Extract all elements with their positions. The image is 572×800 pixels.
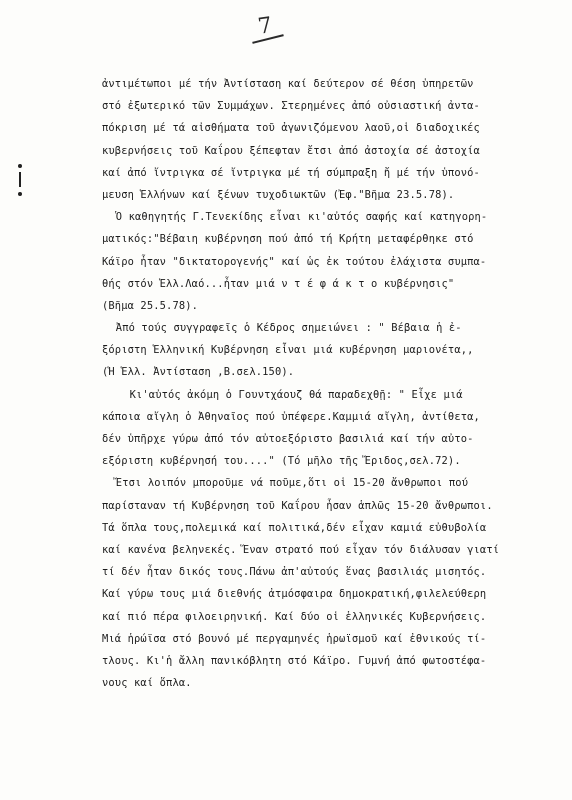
text-line: κάποια αἴγλη ὁ Ἀθηναῖος πού ὑπέφερε.Καμμιά αἴγλη, ἀντίθετα,	[102, 410, 480, 423]
text-line: δέν ὑπῆρχε γύρω ἀπό τόν αὐτοεξόριστο βασιλιά καί τήν αὐτο-	[102, 433, 474, 445]
text-line: Ὁ καθηγητής Γ.Τενεκίδης εἶναι κι'αὐτός σαφής καί κατηγορη-	[115, 211, 488, 224]
text-line: Μιά ἡρώϊσα στό βουνό μέ περγαμηνές ἡρωϊσμοῦ καί ἐθνικούς τί-	[102, 632, 487, 645]
text-line: Καί γύρω τους μιά διεθνής ἀτμόσφαιρα δημοκρατική,φιλελεύθερη	[102, 588, 487, 601]
text-line: τί δέν ἦταν δικός τους.Πάνω ἀπ'αὐτούς ἕνας βασιλιάς μισητός.	[102, 566, 487, 579]
text-line: (Ἡ Ἑλλ. Ἀντίσταση ,Β.σελ.150).	[102, 366, 295, 379]
text-line: Τά ὅπλα τους,πολεμικά καί πολιτικά,δέν εἶχαν καμιά εὐθυβολία	[102, 521, 487, 534]
document-text-body	[102, 73, 564, 694]
text-line: ἀντιμέτωποι μέ τήν Ἀντίσταση καί δεύτερον σέ θέση ὑπηρετῶν	[102, 78, 474, 90]
text-line: (Βῆμα 25.5.78).	[102, 299, 199, 312]
text-line: καί πιό πέρα φιλοειρηνική. Καί δύο οἱ ἑλληνικές Κυβερνήσεις.	[102, 610, 487, 623]
page-number: 7	[256, 13, 274, 40]
text-line: εξόριστη κυβέρνησή του...." (Τό μῆλο τῆς Ἔριδος,σελ.72).	[102, 455, 461, 468]
text-line: στό ἐξωτερικό τῶν Συμμάχων. Στερημένες ἀπό οὐσιαστική ἀντα-	[102, 100, 480, 113]
text-line: μευση Ἑλλήνων καί ξένων τυχοδιωκτῶν (Ἐφ."Βῆμα 23.5.78).	[102, 188, 455, 201]
text-line: καί ἀπό ἴντριγκα σέ ἴντριγκα μέ τή σύμπραξη ἤ μέ τήν ὑπονό-	[102, 166, 480, 179]
text-line: παρίσταναν τή Κυβέρνηση τοῦ Καΐρου ἦσαν ἁπλῶς 15-20 ἄνθρωποι.	[102, 499, 493, 512]
text-line: Κι'αὐτός ἀκόμη ὁ Γουντχάουζ θά παραδεχθῇ: " Εἶχε μιά	[129, 388, 463, 401]
text-line: ματικός:"Βέβαιη κυβέρνηση πού ἀπό τή Κρήτη μεταφέρθηκε στό	[102, 233, 474, 246]
text-line: ξόριστη Ἑλληνική Κυβέρνηση εἶναι μιά κυβέρνηση μαριονέτα,,	[102, 344, 474, 357]
text-line: νους καί ὅπλα.	[102, 677, 192, 690]
text-line: καί κανένα βεληνεκές. Ἕναν στρατό πού εἶχαν τόν διάλυσαν γιατί	[102, 543, 500, 556]
text-line: πόκριση μέ τά αἰσθήματα τοῦ ἀγωνιζόμενου λαοῦ,οἱ διαδοχικές	[102, 122, 480, 135]
text-line: Ἀπό τούς συγγραφεῖς ὁ Κέδρος σημειώνει : " Βέβαια ἡ ἐ-	[115, 322, 462, 335]
text-line: κυβερνήσεις τοῦ Καΐρου ξέπεφταν ἔτσι ἀπό ἀστοχία σέ ἀστοχία	[102, 144, 480, 157]
margin-mark-icon	[16, 163, 24, 199]
text-line: Ἔτσι λοιπόν μποροῦμε νά ποῦμε,ὅτι οἱ 15-20 ἄνθρωποι πού	[115, 477, 469, 490]
text-line: τλους. Κι'ἡ ἄλλη πανικόβλητη στό Κάϊρο. Γυμνή ἀπό φωτοστέφα-	[102, 654, 487, 667]
text-line: Κάϊρο ἦταν "δικτατορογενής" καί ὡς ἐκ τούτου ἐλάχιστα συμπα-	[102, 255, 487, 268]
text-line: θής στόν Ἑλλ.Λαό...ἦταν μιά ν τ έ φ ά κ τ ο κυβέρνησις"	[102, 277, 455, 290]
